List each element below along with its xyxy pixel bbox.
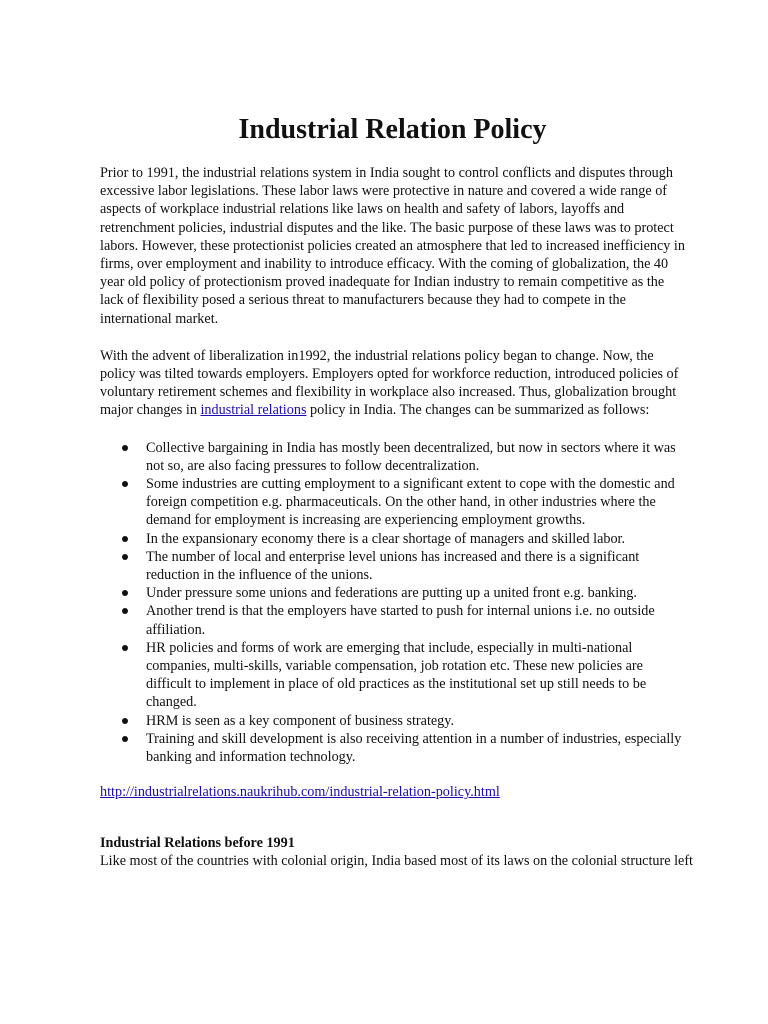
list-item bbox=[100, 639, 685, 712]
list-item bbox=[100, 602, 685, 638]
list-item-text: Another trend is that the employers have started to push for internal unions i.e. no outside affiliation. bbox=[146, 603, 655, 638]
list-item bbox=[100, 530, 685, 548]
page-title: Industrial Relation Policy bbox=[238, 114, 547, 145]
section-heading: Industrial Relations before 1991 bbox=[100, 834, 295, 851]
source-paragraph bbox=[100, 783, 685, 801]
bullet-icon bbox=[122, 645, 128, 651]
section-paragraph: Like most of the countries with colonial origin, India based most of its laws on the colonial structure left bbox=[100, 852, 693, 869]
list-item bbox=[100, 548, 685, 584]
bullet-icon bbox=[122, 590, 128, 596]
bullet-icon bbox=[122, 736, 128, 742]
list-item-text: Under pressure some unions and federations are putting up a united front e.g. banking. bbox=[146, 585, 637, 602]
list-item-text: Training and skill development is also receiving attention in a number of industries, especially banking and information technology. bbox=[146, 730, 682, 766]
list-item bbox=[100, 730, 685, 766]
paragraph-text-after-link: policy in India. The changes can be summarized as follows: bbox=[306, 402, 650, 419]
document-page bbox=[100, 0, 693, 870]
list-item bbox=[100, 712, 685, 730]
list-item bbox=[100, 439, 685, 475]
source-url-link[interactable]: http://industrialrelations.naukrihub.com/industrial-relation-policy.html bbox=[100, 784, 500, 801]
list-item-text: Some industries are cutting employment to a significant extent to cope with the domestic and foreign competition e.g. pharmaceuticals. On the other hand, in other industries where the demand for employment is increasing are experiencing employment growths. bbox=[146, 476, 675, 529]
bullet-icon bbox=[122, 718, 128, 724]
intro-paragraph: Prior to 1991, the industrial relations system in India sought to control conflicts and disputes through excessive labor legislations. These labor laws were protective in nature and covered a wide range of aspects of workplace industrial relations like laws on health and safety of labors, layoffs and retrenchment policies, industrial disputes and the like. The basic purpose of these laws was to protect labors. However, these protectionist policies created an atmosphere that led to increased inefficiency in firms, over employment and inability to introduce efficacy. With the coming of globalization, the 40 year old policy of protectionism proved inadequate for Indian industry to remain competitive as the lack of flexibility posed a serious threat to manufacturers because they had to compete in the international market. bbox=[100, 165, 685, 327]
paragraph-text-before-link: With the advent of liberalization in1992, the industrial relations policy began to change. Now, the policy was tilted towards employers. Employers opted for workforce reduction, introduced policies of voluntary retirement schemes and flexibility in workplace also increased. Thus, globalization brought major changes in bbox=[100, 347, 679, 419]
list-item bbox=[100, 475, 685, 530]
bullet-icon bbox=[122, 481, 128, 487]
bullet-icon bbox=[122, 554, 128, 560]
bullet-icon bbox=[122, 445, 128, 451]
list-item-text: HRM is seen as a key component of business strategy. bbox=[146, 712, 454, 729]
bullet-icon bbox=[122, 608, 128, 614]
list-item-text: In the expansionary economy there is a clear shortage of managers and skilled labor. bbox=[146, 530, 626, 547]
liberalization-paragraph bbox=[100, 347, 685, 420]
changes-bullet-list bbox=[100, 439, 685, 767]
list-item-text: Collective bargaining in India has mostly been decentralized, but now in sectors where it was not so, are also facing pressures to follow decentralization. bbox=[146, 439, 676, 474]
list-item bbox=[100, 584, 685, 602]
industrial-relations-link[interactable]: industrial relations bbox=[200, 402, 307, 419]
bullet-icon bbox=[122, 536, 128, 542]
list-item-text: HR policies and forms of work are emerging that include, especially in multi-national companies, multi-skills, variable compensation, job rotation etc. These new policies are difficult to implement in place of old practices as the institutional set up still needs to be changed. bbox=[146, 639, 647, 711]
list-item-text: The number of local and enterprise level unions has increased and there is a significant reduction in the influence of the unions. bbox=[146, 548, 640, 584]
